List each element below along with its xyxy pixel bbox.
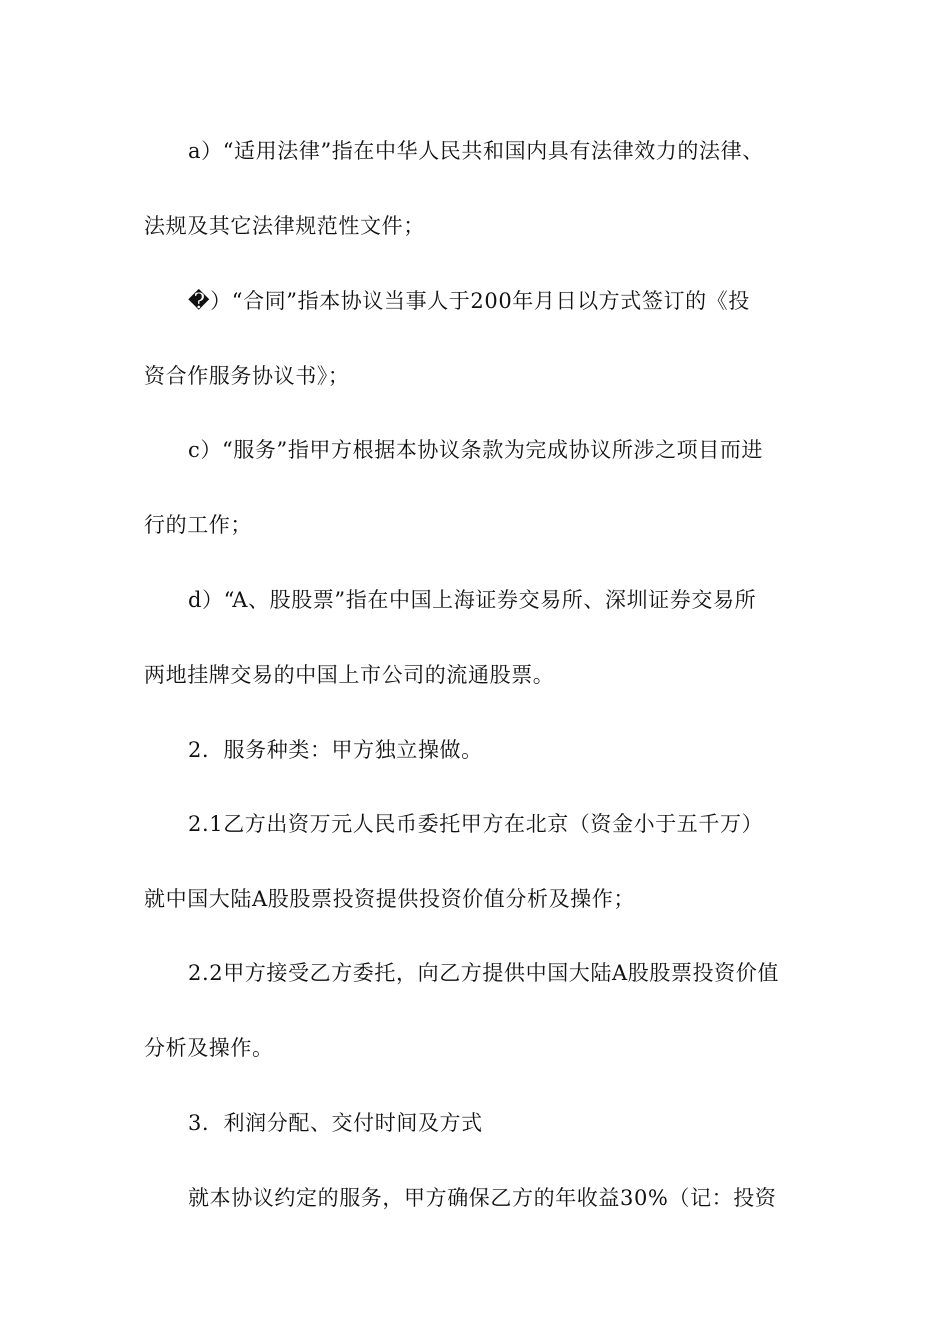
clause-2-1-line-2: 就中国大陆A股股票投资提供投资价值分析及操作； [144,887,635,911]
definition-a-line-2: 法规及其它法律规范性文件； [144,214,425,238]
definition-d-line-2: 两地挂牌交易的中国上市公司的流通股票。 [144,663,555,687]
definition-d-line-1: d）“A、股股票”指在中国上海证券交易所、深圳证券交易所 [188,588,757,612]
section-3-paragraph-line-1: 就本协议约定的服务，甲方确保乙方的年收益30%（记：投资 [188,1186,777,1210]
clause-2-1-line-1: 2.1乙方出资万元人民币委托甲方在北京（资金小于五千万） [188,812,764,836]
definition-b-line-2: 资合作服务协议书》； [144,364,350,388]
definition-a-line-1: a）“适用法律”指在中华人民共和国内具有法律效力的法律、 [188,139,764,163]
section-2-heading: 2．服务种类：甲方独立操做。 [188,738,483,762]
section-3-heading: 3．利润分配、交付时间及方式 [188,1111,483,1135]
clause-2-2-line-1: 2.2甲方接受乙方委托，向乙方提供中国大陆A股股票投资价值 [188,961,779,985]
clause-2-2-line-2: 分析及操作。 [144,1036,274,1060]
definition-c-line-1: c）“服务”指甲方根据本协议条款为完成协议所涉之项目而进 [188,438,764,462]
definition-c-line-2: 行的工作； [144,513,252,537]
definition-b-line-1: �）“合同”指本协议当事人于200年月日以方式签订的《投 [188,289,750,313]
